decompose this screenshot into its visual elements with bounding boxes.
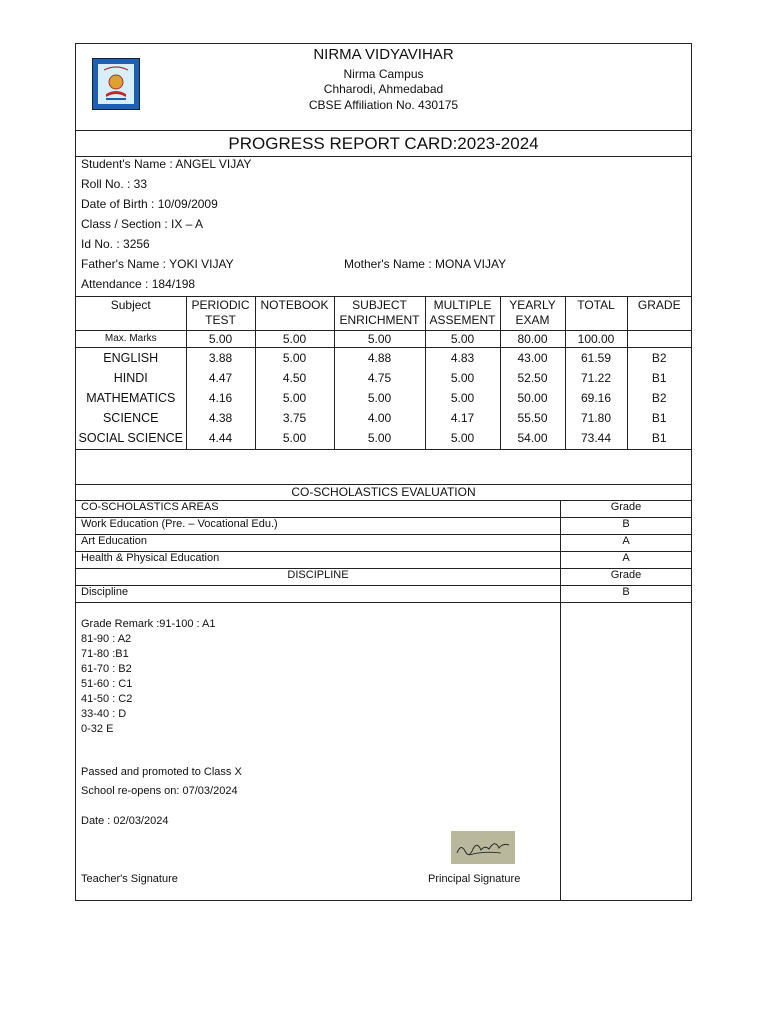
report-card: [75, 43, 692, 901]
art-education-grade: A: [622, 535, 630, 547]
co-scholastic-title: CO-SCHOLASTICS EVALUATION: [291, 485, 476, 499]
cell: 73.44: [565, 428, 627, 450]
cell: SOCIAL SCIENCE: [78, 430, 183, 445]
subject-row: [76, 348, 691, 368]
cell: 4.75: [334, 368, 425, 388]
divider: [76, 602, 691, 603]
col-notebook: NOTEBOOK: [255, 297, 334, 331]
cell: 4.88: [334, 348, 425, 368]
discipline-grade: B: [622, 586, 630, 598]
grade-remark-line: 51-60 : C1: [81, 678, 133, 690]
id-number: Id No. : 3256: [81, 237, 150, 251]
co-areas-label: CO-SCHOLASTICS AREAS: [81, 501, 219, 513]
col-subject: Subject: [110, 298, 151, 312]
cell: MATHEMATICS: [86, 390, 176, 405]
col-subject-enrichment: SUBJECT ENRICHMENT: [334, 297, 425, 331]
cell: 4.44: [186, 428, 255, 450]
cell: 69.16: [565, 388, 627, 408]
health-education-label: Health & Physical Education: [81, 552, 220, 564]
subject-row: [76, 408, 691, 428]
cell: 80.00: [500, 331, 565, 348]
cell: B1: [627, 368, 691, 388]
grade-remark-line: Grade Remark :91-100 : A1: [81, 618, 216, 630]
discipline-grade-label: Grade: [610, 569, 642, 581]
cell: [627, 331, 691, 348]
marks-header-row: [76, 297, 691, 331]
cell: ENGLISH: [103, 351, 159, 365]
grade-remark-line: 61-70 : B2: [81, 663, 132, 675]
report-title: PROGRESS REPORT CARD:2023-2024: [76, 131, 691, 157]
art-education-label: Art Education: [81, 535, 148, 547]
discipline-heading: DISCIPLINE: [287, 569, 349, 581]
cell: 5.00: [425, 368, 500, 388]
cell: HINDI: [113, 370, 148, 385]
cell: 5.00: [255, 348, 334, 368]
principal-signature-image: [451, 831, 515, 864]
cell: 5.00: [255, 331, 334, 348]
subject-row: [76, 368, 691, 388]
cell: 50.00: [500, 388, 565, 408]
cell: 3.88: [186, 348, 255, 368]
cell: SCIENCE: [102, 410, 159, 425]
cell: 5.00: [255, 428, 334, 450]
col-total: TOTAL: [565, 297, 627, 331]
cell: 4.50: [255, 368, 334, 388]
cell: B1: [627, 428, 691, 450]
cell: 52.50: [500, 368, 565, 388]
mother-name: Mother's Name : MONA VIJAY: [344, 257, 507, 271]
cell: 4.38: [186, 408, 255, 428]
cell: 5.00: [255, 388, 334, 408]
report-date: Date : 02/03/2024: [81, 815, 169, 827]
cell: 71.80: [565, 408, 627, 428]
school-header: [76, 44, 691, 131]
cell: B1: [627, 408, 691, 428]
column-divider: [560, 602, 561, 900]
student-name: Student's Name : ANGEL VIJAY: [81, 157, 252, 171]
co-grade-label: Grade: [610, 501, 642, 513]
grade-remark-line: 0-32 E: [81, 723, 114, 735]
health-education-grade: A: [622, 552, 630, 564]
cell: 5.00: [425, 428, 500, 450]
subject-row: [76, 428, 691, 450]
max-marks-row: [76, 331, 691, 348]
grade-remark-line: 41-50 : C2: [81, 693, 133, 705]
cell: 5.00: [334, 388, 425, 408]
work-education-label: Work Education (Pre. – Vocational Edu.): [81, 518, 278, 530]
cell: 71.22: [565, 368, 627, 388]
cell: B2: [627, 348, 691, 368]
attendance: Attendance : 184/198: [81, 277, 196, 291]
cell: 5.00: [186, 331, 255, 348]
cell: 4.17: [425, 408, 500, 428]
reopen-date: School re-opens on: 07/03/2024: [81, 785, 238, 797]
roll-number: Roll No. : 33: [81, 177, 148, 191]
school-location: Chharodi, Ahmedabad: [323, 82, 444, 96]
principal-signature-label: Principal Signature: [428, 873, 521, 885]
discipline-label: Discipline: [81, 586, 129, 598]
col-periodic-test: PERIODIC TEST: [186, 297, 255, 331]
cell: 61.59: [565, 348, 627, 368]
cell: 5.00: [334, 428, 425, 450]
grade-remark-line: 71-80 :B1: [81, 648, 129, 660]
cell: B2: [627, 388, 691, 408]
cell: 100.00: [565, 331, 627, 348]
father-name: Father's Name : YOKI VIJAY: [81, 257, 234, 271]
promotion-result: Passed and promoted to Class X: [81, 766, 242, 778]
teacher-signature-label: Teacher's Signature: [81, 873, 178, 885]
col-multiple-assessment: MULTIPLE ASSEMENT: [425, 297, 500, 331]
cell: 4.47: [186, 368, 255, 388]
cell: 4.16: [186, 388, 255, 408]
subject-row: [76, 388, 691, 408]
school-campus: Nirma Campus: [343, 67, 424, 81]
cell: 54.00: [500, 428, 565, 450]
grade-remark-line: 81-90 : A2: [81, 633, 132, 645]
grade-remark-line: 33-40 : D: [81, 708, 127, 720]
school-affiliation: CBSE Affiliation No. 430175: [308, 98, 459, 112]
school-name: NIRMA VIDYAVIHAR: [313, 46, 454, 63]
cell: Max. Marks: [104, 333, 157, 344]
cell: 5.00: [425, 388, 500, 408]
col-yearly-exam: YEARLY EXAM: [500, 297, 565, 331]
cell: 4.83: [425, 348, 500, 368]
col-grade: GRADE: [627, 297, 691, 331]
grade-remarks: [81, 617, 216, 737]
cell: 5.00: [334, 331, 425, 348]
class-section: Class / Section : IX – A: [81, 217, 204, 231]
cell: 4.00: [334, 408, 425, 428]
cell: 55.50: [500, 408, 565, 428]
cell: 3.75: [255, 408, 334, 428]
date-of-birth: Date of Birth : 10/09/2009: [81, 197, 218, 211]
cell: 43.00: [500, 348, 565, 368]
marks-table: [76, 296, 691, 450]
cell: 5.00: [425, 331, 500, 348]
work-education-grade: B: [622, 518, 630, 530]
